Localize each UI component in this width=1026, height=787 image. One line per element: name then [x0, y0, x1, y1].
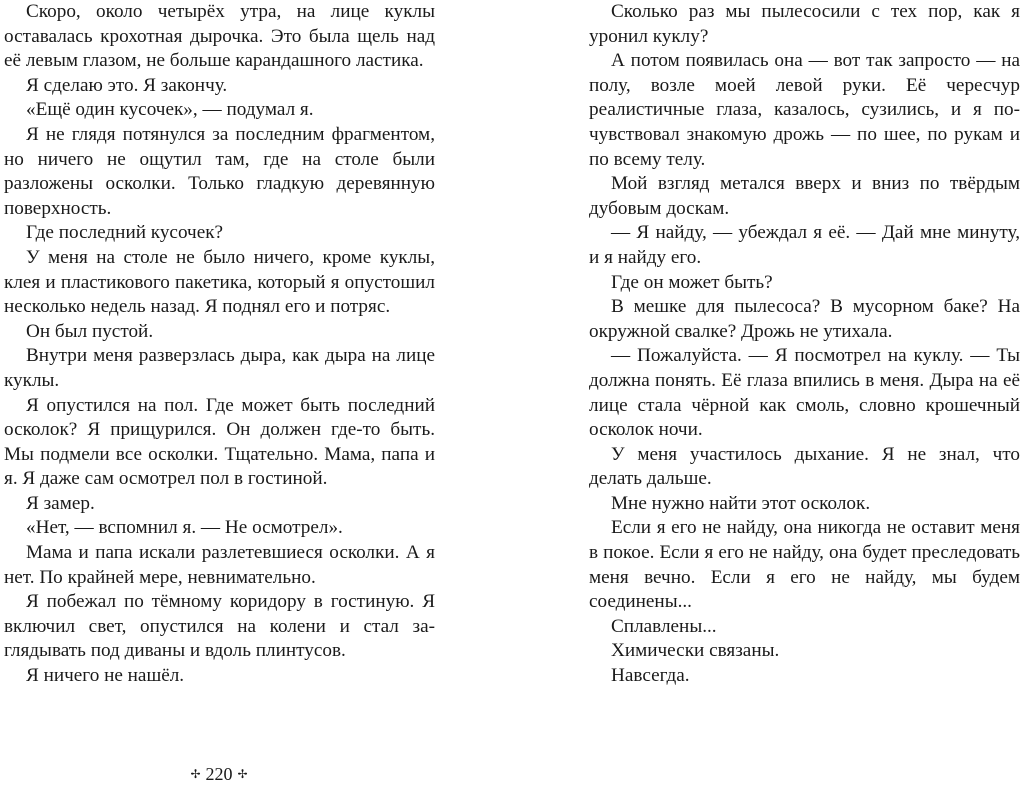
paragraph: Внутри меня разверзлась дыра, как дыра на лице куклы. — [4, 345, 435, 391]
ornament-right-icon: ✢ — [237, 767, 248, 781]
paragraph: Мама и папа искали разлетевшиеся осколки. А я нет. По крайней мере, невнимательно. — [4, 542, 435, 588]
paragraph: Я не глядя потянулся за последним фрагментом, но ничего не ощутил там, где на столе были разложены осколки. Только гладкую деревянную поверхность. — [4, 123, 435, 219]
paragraph: Навсегда. — [611, 665, 690, 687]
page-number: 220 — [205, 764, 233, 784]
page-number-footer — [174, 762, 264, 786]
paragraph: — Я найду, — убеждал я её. — Дай мне минуту, и я найду его. — [589, 222, 1020, 268]
paragraph: В мешке для пылесоса? В мусорном баке? На окружной свалке? Дрожь не утихала. — [589, 296, 1020, 342]
paragraph: Мне нужно найти этот осколок. — [611, 492, 871, 514]
paragraph: Я сделаю это. Я закончу. — [26, 74, 228, 96]
paragraph: Я опустился на пол. Где может быть последний осколок? Я прищурился. Он должен где-то быть. Мы подмели все осколки. Тщательно. Мама, папа и я. Я даже сам осмотрел пол в гостиной. — [4, 394, 435, 490]
right-page — [589, 0, 1020, 689]
paragraph: Сколько раз мы пылесосили с тех пор, как я уронил куклу? — [589, 1, 1020, 47]
paragraph: Где последний кусочек? — [26, 222, 224, 244]
paragraph: У меня на столе не было ничего, кроме куклы, клея и пластикового пакетика, который я опустошил несколько недель назад. Я поднял его и потряс. — [4, 246, 435, 318]
paragraph: Если я его не найду, она никогда не оставит меня в покое. Если я его не найду, она будет преследовать меня вечно. Если я его не найду, мы будем соединены... — [589, 517, 1020, 613]
paragraph: «Нет, — вспомнил я. — Не осмотрел». — [26, 517, 343, 539]
left-page — [4, 0, 435, 689]
paragraph: Мой взгляд метался вверх и вниз по твёрдым дубовым доскам. — [589, 173, 1020, 219]
paragraph: У меня участилось дыхание. Я не знал, что делать дальше. — [589, 443, 1020, 490]
paragraph: Я замер. — [26, 492, 95, 514]
paragraph: Скоро, около четырёх утра, на лице куклы оставалась крохотная дырочка. Это была щель над её левым глазом, не больше карандашного ластика. — [4, 1, 435, 72]
paragraph: — Пожалуйста. — Я посмотрел на куклу. — Ты должна понять. Её глаза впились в меня. Дыра на её лице стала чёрной как смоль, словно крошечный осколок ночи. — [589, 345, 1020, 441]
paragraph: Он был пустой. — [26, 320, 154, 342]
paragraph: Я ничего не нашёл. — [26, 665, 185, 687]
paragraph: Химически связаны. — [611, 640, 780, 662]
paragraph: А потом появилась она — вот так запросто — на полу, возле моей левой руки. Её чересчур реалистичные глаза, казалось, сузились, и я почувствовал знакомую дрожь — по шее, по рукам и по всему телу. — [589, 50, 1020, 170]
paragraph: Я побежал по тёмному коридору в гостиную. Я включил свет, опустился на колени и стал заглядывать под диваны и вдоль плинтусов. — [4, 591, 435, 662]
ornament-left-icon: ✢ — [190, 767, 201, 781]
paragraph: Сплавлены... — [611, 615, 717, 637]
paragraph: Где он может быть? — [611, 271, 773, 293]
paragraph: «Ещё один кусочек», — подумал я. — [26, 99, 314, 121]
